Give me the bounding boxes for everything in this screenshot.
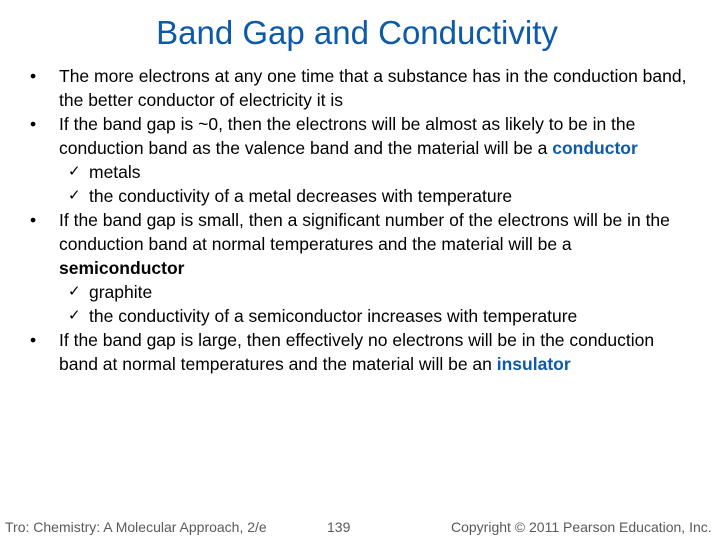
bullet-item	[30, 208, 696, 280]
footer-source: Tro: Chemistry: A Molecular Approach, 2/e	[5, 519, 267, 535]
sub-item	[30, 280, 696, 304]
checkmark-icon: ✓	[68, 163, 81, 180]
sub-item	[30, 304, 696, 328]
sub-item-text: the conductivity of a metal decreases with temperature	[89, 186, 513, 206]
bullet-item	[30, 112, 696, 160]
sub-item	[30, 160, 696, 184]
footer-page-number: 139	[327, 519, 351, 535]
checkmark-icon: ✓	[68, 187, 81, 204]
bullet-item	[30, 328, 696, 376]
bullet-icon: •	[30, 66, 37, 86]
slide-title: Band Gap and Conductivity	[156, 14, 558, 51]
bullet-text	[59, 112, 696, 160]
bullet-icon: •	[30, 114, 37, 134]
footer-copyright: Copyright © 2011 Pearson Education, Inc.	[451, 519, 712, 535]
bullet-icon: •	[30, 330, 37, 350]
sub-item	[30, 184, 696, 208]
bullet-icon: •	[30, 210, 37, 230]
bullet-body: If the band gap is small, then a significant number of the electrons will be in the conduction band at normal temperatures and the material will be a	[59, 210, 670, 254]
bullet-text	[59, 328, 696, 376]
term-conductor: conductor	[552, 138, 638, 158]
term-insulator: insulator	[496, 354, 571, 374]
slide-content	[30, 64, 696, 376]
bullet-text	[59, 208, 696, 280]
sub-item-text: the conductivity of a semiconductor increases with temperature	[89, 306, 578, 326]
checkmark-icon: ✓	[68, 307, 81, 324]
bullet-body: If the band gap is ~0, then the electrons will be almost as likely to be in the conduction band as the valence band and the material will be a	[59, 114, 636, 158]
checkmark-icon: ✓	[68, 283, 81, 300]
sub-item-text: metals	[89, 162, 141, 182]
bullet-body: If the band gap is large, then effectively no electrons will be in the conduction band at normal temperatures and the material will be an	[59, 330, 655, 374]
bullet-text: The more electrons at any one time that a substance has in the conduction band, the better conductor of electricity it is	[59, 66, 687, 110]
bullet-item	[30, 64, 696, 112]
sub-item-text: graphite	[89, 282, 153, 302]
term-semiconductor: semiconductor	[59, 258, 185, 278]
